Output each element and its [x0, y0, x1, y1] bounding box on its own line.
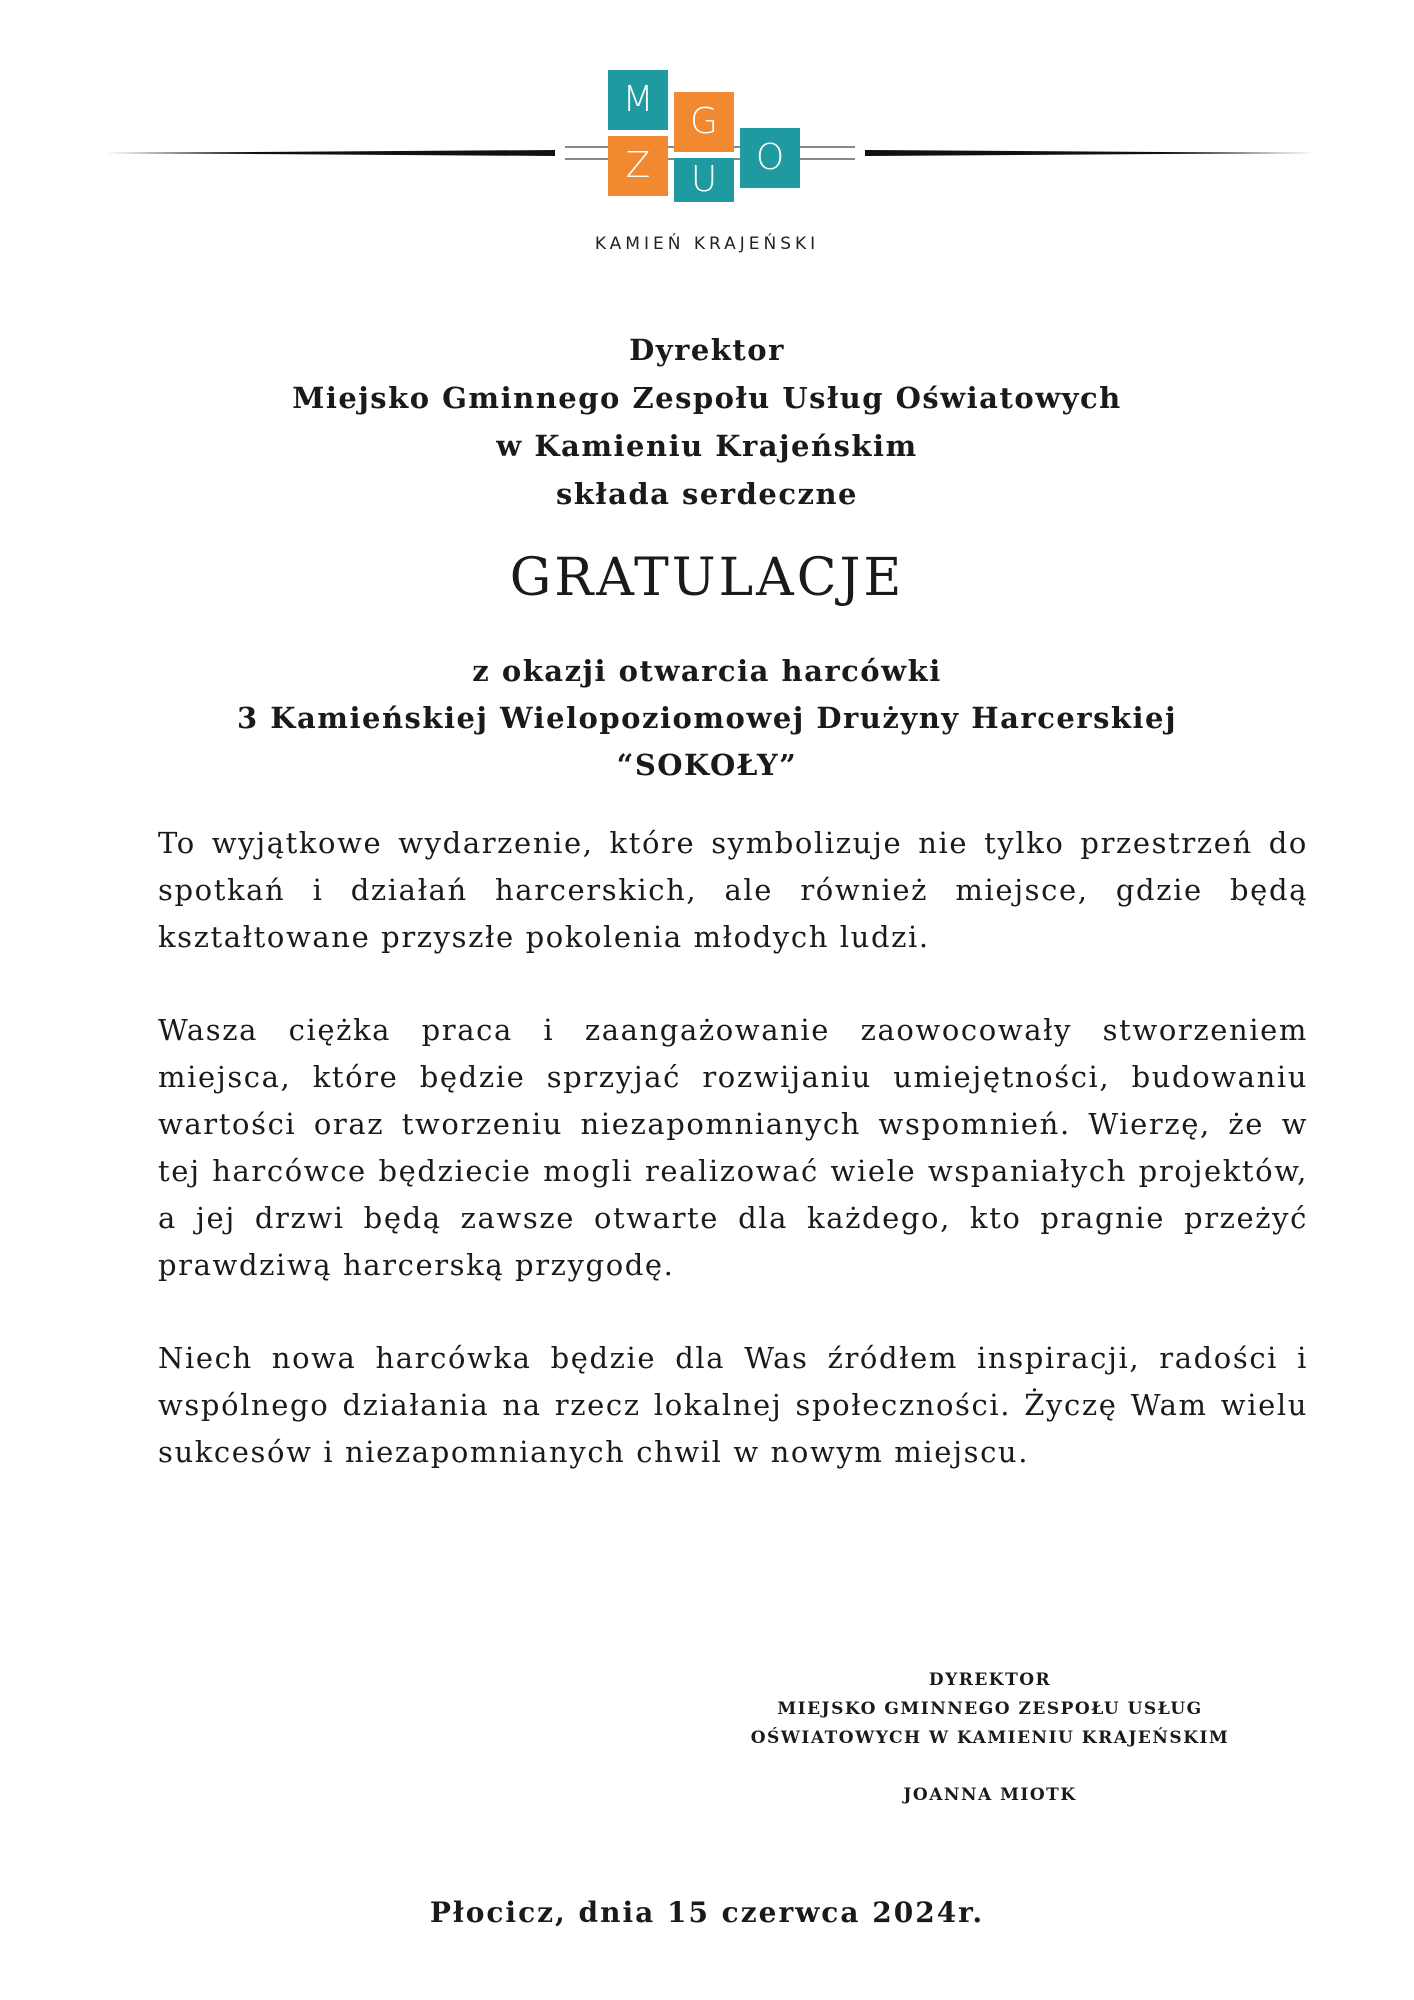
logo-letter: G	[690, 101, 718, 142]
logo-letter: Z	[625, 145, 651, 186]
signature-block	[720, 1666, 1260, 1810]
occasion-line: “SOKOŁY”	[616, 748, 798, 782]
intro-line: w Kamieniu Krajeńskim	[496, 429, 918, 463]
logo-tile-o	[740, 128, 800, 188]
signature-title: DYREKTOR	[928, 1670, 1052, 1690]
logo-letter: U	[690, 159, 718, 200]
intro-block	[0, 326, 1414, 518]
intro-line: Miejsko Gminnego Zespołu Usług Oświatowych	[292, 381, 1122, 415]
mgzuo-logo	[608, 70, 808, 202]
body-text	[158, 820, 1308, 1522]
logo-tile-z	[608, 136, 668, 196]
signature-org: MIEJSKO GMINNEGO ZESPOŁU USŁUG	[777, 1699, 1203, 1719]
signature-org: OŚWIATOWYCH W KAMIENIU KRAJEŃSKIM	[750, 1728, 1230, 1748]
logo-tile-m	[608, 70, 668, 130]
intro-line: składa serdeczne	[556, 477, 858, 511]
body-paragraph: To wyjątkowe wydarzenie, które symbolizuje nie tylko przestrzeń do spotkań i działań harcerskich, ale również miejsce, gdzie będą kształtowane przyszłe pokolenia młodych ludzi.	[158, 826, 1308, 954]
occasion-block	[0, 648, 1414, 789]
occasion-line: z okazji otwarcia harcówki	[472, 654, 942, 688]
logo-tile-g	[674, 92, 734, 152]
logo-letter: M	[622, 79, 654, 120]
occasion-line: 3 Kamieńskiej Wielopoziomowej Drużyny Harcerskiej	[237, 701, 1177, 735]
logo-subtitle: KAMIEŃ KRAJEŃSKI	[594, 234, 820, 254]
logo-tile-u	[674, 158, 734, 202]
signature-name: JOANNA MIOTK	[903, 1785, 1077, 1805]
body-paragraph: Wasza ciężka praca i zaangażowanie zaowocowały stworzeniem miejsca, które będzie sprzyjać rozwijaniu umiejętności, budowaniu wartości oraz tworzeniu niezapomnianych wspomnień. Wierzę, że w tej harcówce będziecie mogli realizować wiele wspaniałych projektów, a jej drzwi będą zawsze otwarte dla każdego, kto pragnie przeżyć prawdziwą harcerską przygodę.	[158, 1013, 1308, 1282]
document-date: Płocicz, dnia 15 czerwca 2024r.	[429, 1896, 985, 1929]
logo-letter: O	[755, 137, 785, 178]
document-title: GRATULACJE	[509, 548, 905, 608]
intro-line: Dyrektor	[629, 333, 785, 367]
body-paragraph: Niech nowa harcówka będzie dla Was źródłem inspiracji, radości i wspólnego działania na rzecz lokalnej społeczności. Życzę Wam wielu sukcesów i niezapomnianych chwil w nowym miejscu.	[158, 1341, 1308, 1469]
